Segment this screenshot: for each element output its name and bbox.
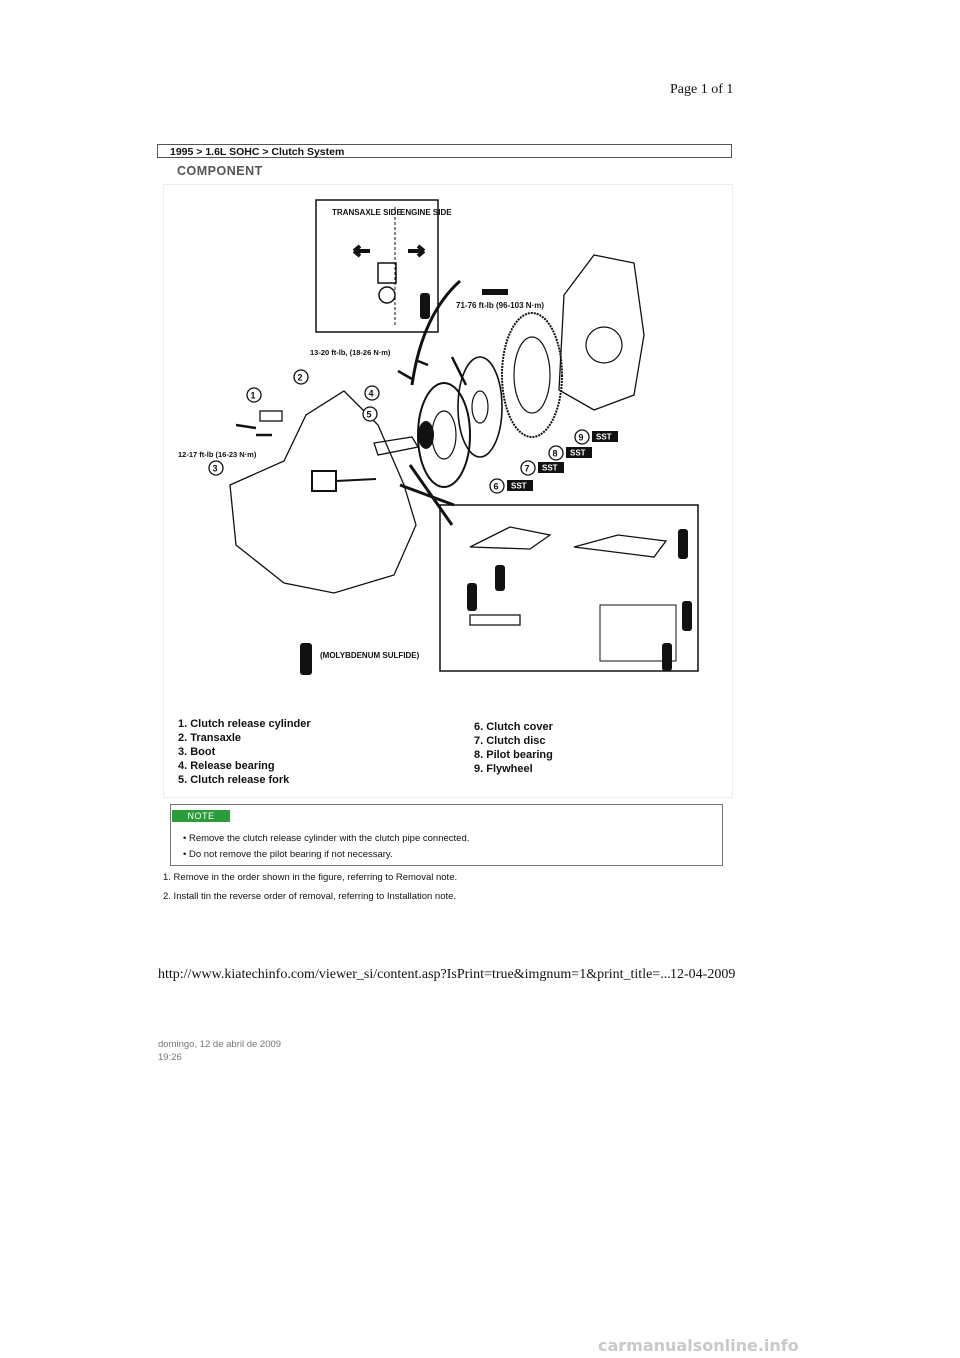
callout-number: 4 (368, 388, 374, 399)
legend-item: 4. Release bearing (178, 760, 275, 772)
step-1: 1. Remove in the order shown in the figure, referring to Removal note. (163, 872, 458, 883)
release-bearing-shape (418, 421, 434, 449)
grease-tube-icon (495, 565, 505, 591)
watermark: carmanualsonline.info (598, 1336, 799, 1355)
transaxle-side-label: TRANSAXLE SIDE (332, 208, 402, 217)
arrow-left-icon (354, 246, 370, 256)
grease-tube-icon (678, 529, 688, 559)
callout-4 (365, 386, 379, 400)
callout-number: 5 (366, 409, 372, 420)
grease-tube-icon (420, 293, 430, 319)
legend-item: 3. Boot (178, 746, 216, 758)
clutch-component-diagram (163, 184, 733, 798)
lubrication-inset (440, 505, 698, 671)
legend-item: 7. Clutch disc (474, 735, 546, 747)
sst-badge: SST (570, 448, 586, 458)
grease-label: (MOLYBDENUM SULFIDE) (320, 651, 420, 660)
legend-item: 9. Flywheel (474, 763, 533, 775)
grease-tube-icon (300, 643, 312, 675)
callout-3 (209, 461, 223, 475)
callout-7 (521, 461, 564, 475)
callout-number: 2 (297, 372, 303, 383)
arrow-right-icon (408, 246, 424, 256)
stamp-date: domingo, 12 de abril de 2009 (158, 1039, 282, 1050)
grease-tube-icon (682, 601, 692, 631)
tag-icon (482, 289, 508, 295)
callout-number: 6 (493, 481, 499, 492)
release-bearing-inset (316, 200, 438, 332)
callout-6 (490, 479, 533, 493)
callout-2 (294, 370, 308, 384)
engine-side-label: ENGINE SIDE (400, 208, 452, 217)
sst-badge: SST (511, 481, 527, 491)
callout-5 (363, 407, 377, 421)
grease-tube-icon (662, 643, 672, 671)
callout-number: 3 (212, 463, 218, 474)
callout-number: 9 (578, 432, 584, 443)
release-fork-shape (374, 437, 418, 455)
legend-right (474, 721, 554, 775)
torque-cylinder-bolt: 12-17 ft-lb (16-23 N·m) (178, 450, 257, 459)
footer-date: 12-04-2009 (670, 967, 736, 982)
callout-9 (575, 430, 618, 444)
note-line: • Do not remove the pilot bearing if not necessary. (183, 849, 393, 860)
legend-item: 8. Pilot bearing (474, 749, 553, 761)
sst-badge: SST (596, 432, 612, 442)
legend-left (178, 718, 311, 786)
callout-number: 1 (250, 390, 256, 401)
callout-number: 8 (552, 448, 558, 459)
torque-cover-bolt: 13-20 ft-lb, (18-26 N·m) (310, 348, 391, 357)
step-2: 2. Install tin the reverse order of removal, referring to Installation note. (163, 891, 457, 902)
note-tag: NOTE (172, 810, 230, 822)
stamp-time: 19:26 (158, 1052, 182, 1063)
legend-item: 1. Clutch release cylinder (178, 718, 311, 730)
legend-item: 6. Clutch cover (474, 721, 553, 733)
clutch-disc-shape (458, 357, 502, 457)
legend-item: 5. Clutch release fork (178, 774, 290, 786)
section-title: COMPONENT (177, 164, 263, 178)
footer-url[interactable]: http://www.kiatechinfo.com/viewer_si/content.asp?IsPrint=true&imgnum=1&print_title=... (158, 967, 671, 982)
page-number: Page 1 of 1 (670, 82, 734, 97)
torque-flywheel-bolt: 71-76 ft-lb (96-103 N·m) (456, 301, 545, 310)
callout-number: 7 (524, 463, 530, 474)
legend-item: 2. Transaxle (178, 732, 241, 744)
callout-8 (549, 446, 592, 460)
grease-tube-icon (467, 583, 477, 611)
sst-badge: SST (542, 463, 558, 473)
flywheel-shape (502, 313, 562, 437)
diagram-svg (164, 185, 732, 797)
note-line: • Remove the clutch release cylinder with the clutch pipe connected. (183, 833, 470, 844)
breadcrumb: 1995 > 1.6L SOHC > Clutch System (157, 144, 732, 158)
callout-1 (247, 388, 261, 402)
